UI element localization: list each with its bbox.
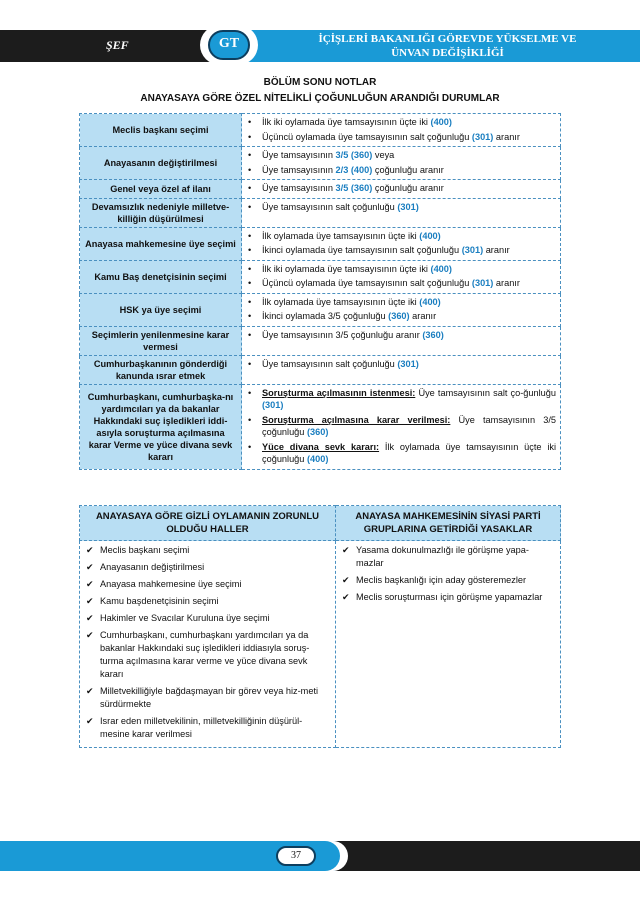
checklist-item: ✔ Meclis başkanı seçimi xyxy=(84,544,329,557)
checklist-item: ✔ Anayasa mahkemesine üye seçimi xyxy=(84,578,329,591)
bullet-item xyxy=(248,149,556,162)
secret-vote-and-bans-table xyxy=(79,505,561,748)
secret-vote-header: ANAYASAYA GÖRE GİZLİ OYLAMANIN ZORUNLU OLDUĞU HALLER xyxy=(80,506,336,541)
bullet-text-post: çoğunluğu aranır xyxy=(372,164,444,175)
row-value xyxy=(242,114,561,147)
vote-count: (301) xyxy=(471,131,494,142)
table-row xyxy=(80,147,561,180)
bullet-item xyxy=(248,131,556,144)
vote-count: (400) xyxy=(419,230,441,241)
publisher-logo xyxy=(200,25,258,65)
row-value xyxy=(242,293,561,326)
row-label: Cumhurbaşkanı, cumhurbaşka-nı yardımcıları ya da bakanlar Hakkındaki suç işledikleri iddi-asıyla soruşturma açılmasına karar Verme ve yüce divana sevk kararı xyxy=(80,384,242,469)
section-titles xyxy=(0,77,640,109)
row-label: Anayasa mahkemesine üye seçimi xyxy=(80,227,242,260)
vote-count: (360) xyxy=(388,311,410,321)
checklist-item: ✔ Meclis başkanlığı için aday gösteremezler xyxy=(340,574,554,587)
row-value xyxy=(242,198,561,227)
row-value xyxy=(242,147,561,180)
bullet-item xyxy=(248,263,556,276)
row-label: Kamu Baş denetçisinin seçimi xyxy=(80,260,242,293)
table-row xyxy=(80,227,561,260)
bullet-heading: Soruşturma açılmasına karar verilmesi: xyxy=(262,414,451,425)
bullet-text: Üye tamsayısının xyxy=(262,150,336,160)
bullet-text-post: veya xyxy=(372,150,395,160)
bullet-text: Üye tamsayısının xyxy=(262,164,336,175)
bullet-text-post: aranır xyxy=(483,245,510,255)
header-right-band xyxy=(215,30,640,62)
bullet-text: Üye tamsayısının salt çoğunluğu xyxy=(262,201,398,212)
party-bans-list xyxy=(336,541,561,748)
bullet-item xyxy=(248,164,556,177)
bullet-item xyxy=(248,358,556,371)
table-row xyxy=(80,293,561,326)
header-left-label: ŞEF xyxy=(106,38,129,52)
row-value xyxy=(242,355,561,384)
page-footer xyxy=(0,841,640,871)
checklist-item: ✔ Milletvekilliğiyle bağdaşmayan bir görev veya hiz-meti sürdürmekte xyxy=(84,685,329,711)
bullet-text-post: çoğunluğu aranır xyxy=(372,183,444,193)
checklist-item: ✔ Israr eden milletvekilinin, milletvekilliğinin düşürül-mesine karar verilmesi xyxy=(84,715,329,741)
party-bans-header: ANAYASA MAHKEMESİNİN SİYASİ PARTİ GRUPLARINA GETİRDİĞİ YASAKLAR xyxy=(336,506,561,541)
bullet-text: Üçüncü oylamada üye tamsayısının salt çoğunluğu xyxy=(262,131,472,142)
row-label: Anayasanın değiştirilmesi xyxy=(80,147,242,180)
row-value xyxy=(242,384,561,469)
bullet-text: İkinci oylamada üye tamsayısının salt çoğunluğu xyxy=(262,245,462,255)
bullet-heading: Yüce divana sevk kararı: xyxy=(262,441,380,452)
bullet-item xyxy=(248,414,556,439)
row-label: Seçimlerin yenilenmesine karar vermesi xyxy=(80,326,242,355)
bullet-text: Üye tamsayısının 3/5 çoğunluğu xyxy=(262,414,556,437)
footer-right-band xyxy=(335,841,640,871)
bullet-text: İlk oylamada üye tamsayısının üçte iki xyxy=(262,296,420,307)
table-row xyxy=(80,326,561,355)
row-value xyxy=(242,227,561,260)
vote-count: (400) xyxy=(430,117,452,127)
bullet-item xyxy=(248,277,556,290)
logo-icon xyxy=(208,30,250,60)
bullet-item xyxy=(248,201,556,214)
bullet-text: İlk iki oylamada üye tamsayısının üçte iki xyxy=(262,263,431,274)
row-label: HSK ya üye seçimi xyxy=(80,293,242,326)
bullet-text: Üye tamsayısının salt çoğunluğu xyxy=(262,358,398,369)
section-subtitle: ANAYASAYA GÖRE ÖZEL NİTELİKLİ ÇOĞUNLUĞUN ARANDIĞI DURUMLAR xyxy=(140,93,500,104)
bullet-item xyxy=(248,244,556,257)
header-left-band xyxy=(0,30,215,62)
checklist-item: ✔ Kamu başdenetçisinin seçimi xyxy=(84,595,329,608)
vote-count: (301) xyxy=(397,201,419,212)
bullet-item xyxy=(248,296,556,309)
bullet-item xyxy=(248,230,556,243)
row-value xyxy=(242,260,561,293)
checklist-item: ✔ Meclis soruşturması için görüşme yapamazlar xyxy=(340,591,554,604)
bullet-text-post: aranır xyxy=(493,131,520,142)
page-number: 37 xyxy=(276,846,316,866)
bullet-item xyxy=(248,182,556,195)
logo-text: GT xyxy=(218,36,240,51)
table-row xyxy=(80,355,561,384)
bullet-heading: Soruşturma açılmasının istenmesi: xyxy=(262,387,416,398)
vote-count: (301) xyxy=(471,278,494,288)
header-title-line1: İÇİŞLERİ BAKANLIĞI GÖREVDE YÜKSELME VE xyxy=(318,33,577,45)
bullet-text-post: aranır xyxy=(493,278,520,288)
secret-vote-list xyxy=(80,541,336,748)
bullet-text: İlk oylamada üye tamsayısının üçte iki çoğunluğu xyxy=(262,441,556,464)
row-label: Genel veya özel af ilanı xyxy=(80,180,242,199)
table-row xyxy=(80,198,561,227)
row-label: Cumhurbaşkanının gönderdiği kanunda ısrar etmek xyxy=(80,355,242,384)
bullet-text: İkinci oylamada 3/5 çoğunluğu xyxy=(262,311,389,321)
vote-count: (360) xyxy=(306,427,329,437)
header-title-line2: ÜNVAN DEĞİŞİKLİĞİ xyxy=(391,47,504,59)
table-row xyxy=(80,180,561,199)
bullet-text: Üye tamsayısının salt ço-ğunluğu xyxy=(415,387,556,398)
vote-count: (301) xyxy=(262,400,284,410)
vote-count: (400) xyxy=(419,296,441,307)
section-title: BÖLÜM SONU NOTLAR xyxy=(263,77,377,88)
row-value xyxy=(242,326,561,355)
bullet-text: İlk oylamada üye tamsayısının üçte iki xyxy=(262,230,420,241)
majority-table xyxy=(79,113,561,470)
vote-count: 3/5 (360) xyxy=(335,150,373,160)
table-row xyxy=(80,260,561,293)
bullet-text: Üçüncü oylamada üye tamsayısının salt çoğunluğu xyxy=(262,278,472,288)
table-row xyxy=(80,114,561,147)
vote-count: (400) xyxy=(430,263,452,274)
row-label: Devamsızlık nedeniyle milletve-killiğin düşürülmesi xyxy=(80,198,242,227)
checklist-item: ✔ Yasama dokunulmazlığı ile görüşme yapa-mazlar xyxy=(340,544,554,570)
vote-count: (301) xyxy=(397,358,419,369)
bullet-text-post: aranır xyxy=(409,311,437,321)
checklist-item: ✔ Anayasanın değiştirilmesi xyxy=(84,561,329,574)
vote-count: (301) xyxy=(461,245,484,255)
bullet-text: Üye tamsayısının xyxy=(262,183,336,193)
row-label: Meclis başkanı seçimi xyxy=(80,114,242,147)
bullet-item xyxy=(248,441,556,466)
vote-count: 3/5 (360) xyxy=(335,183,373,193)
table-row xyxy=(80,384,561,469)
bullet-item xyxy=(248,116,556,129)
bullet-text: İlk iki oylamada üye tamsayısının üçte iki xyxy=(262,117,431,127)
row-value xyxy=(242,180,561,199)
vote-count: (400) xyxy=(306,454,329,464)
bullet-text: Üye tamsayısının 3/5 çoğunluğu aranır xyxy=(262,329,423,340)
vote-count: (360) xyxy=(422,329,444,340)
checklist-item: ✔ Cumhurbaşkanı, cumhurbaşkanı yardımcıları ya da bakanlar Hakkındaki suç işledikleri iddiasıyla soruş-turma açılmasına karar verme ve yüce divana sevk kararı xyxy=(84,629,329,681)
page-header xyxy=(0,30,640,62)
bullet-item xyxy=(248,310,556,323)
checklist-item: ✔ Hakimler ve Svacılar Kuruluna üye seçimi xyxy=(84,612,329,625)
vote-count: 2/3 (400) xyxy=(335,164,373,175)
bullet-item xyxy=(248,329,556,342)
bullet-item xyxy=(248,387,556,412)
